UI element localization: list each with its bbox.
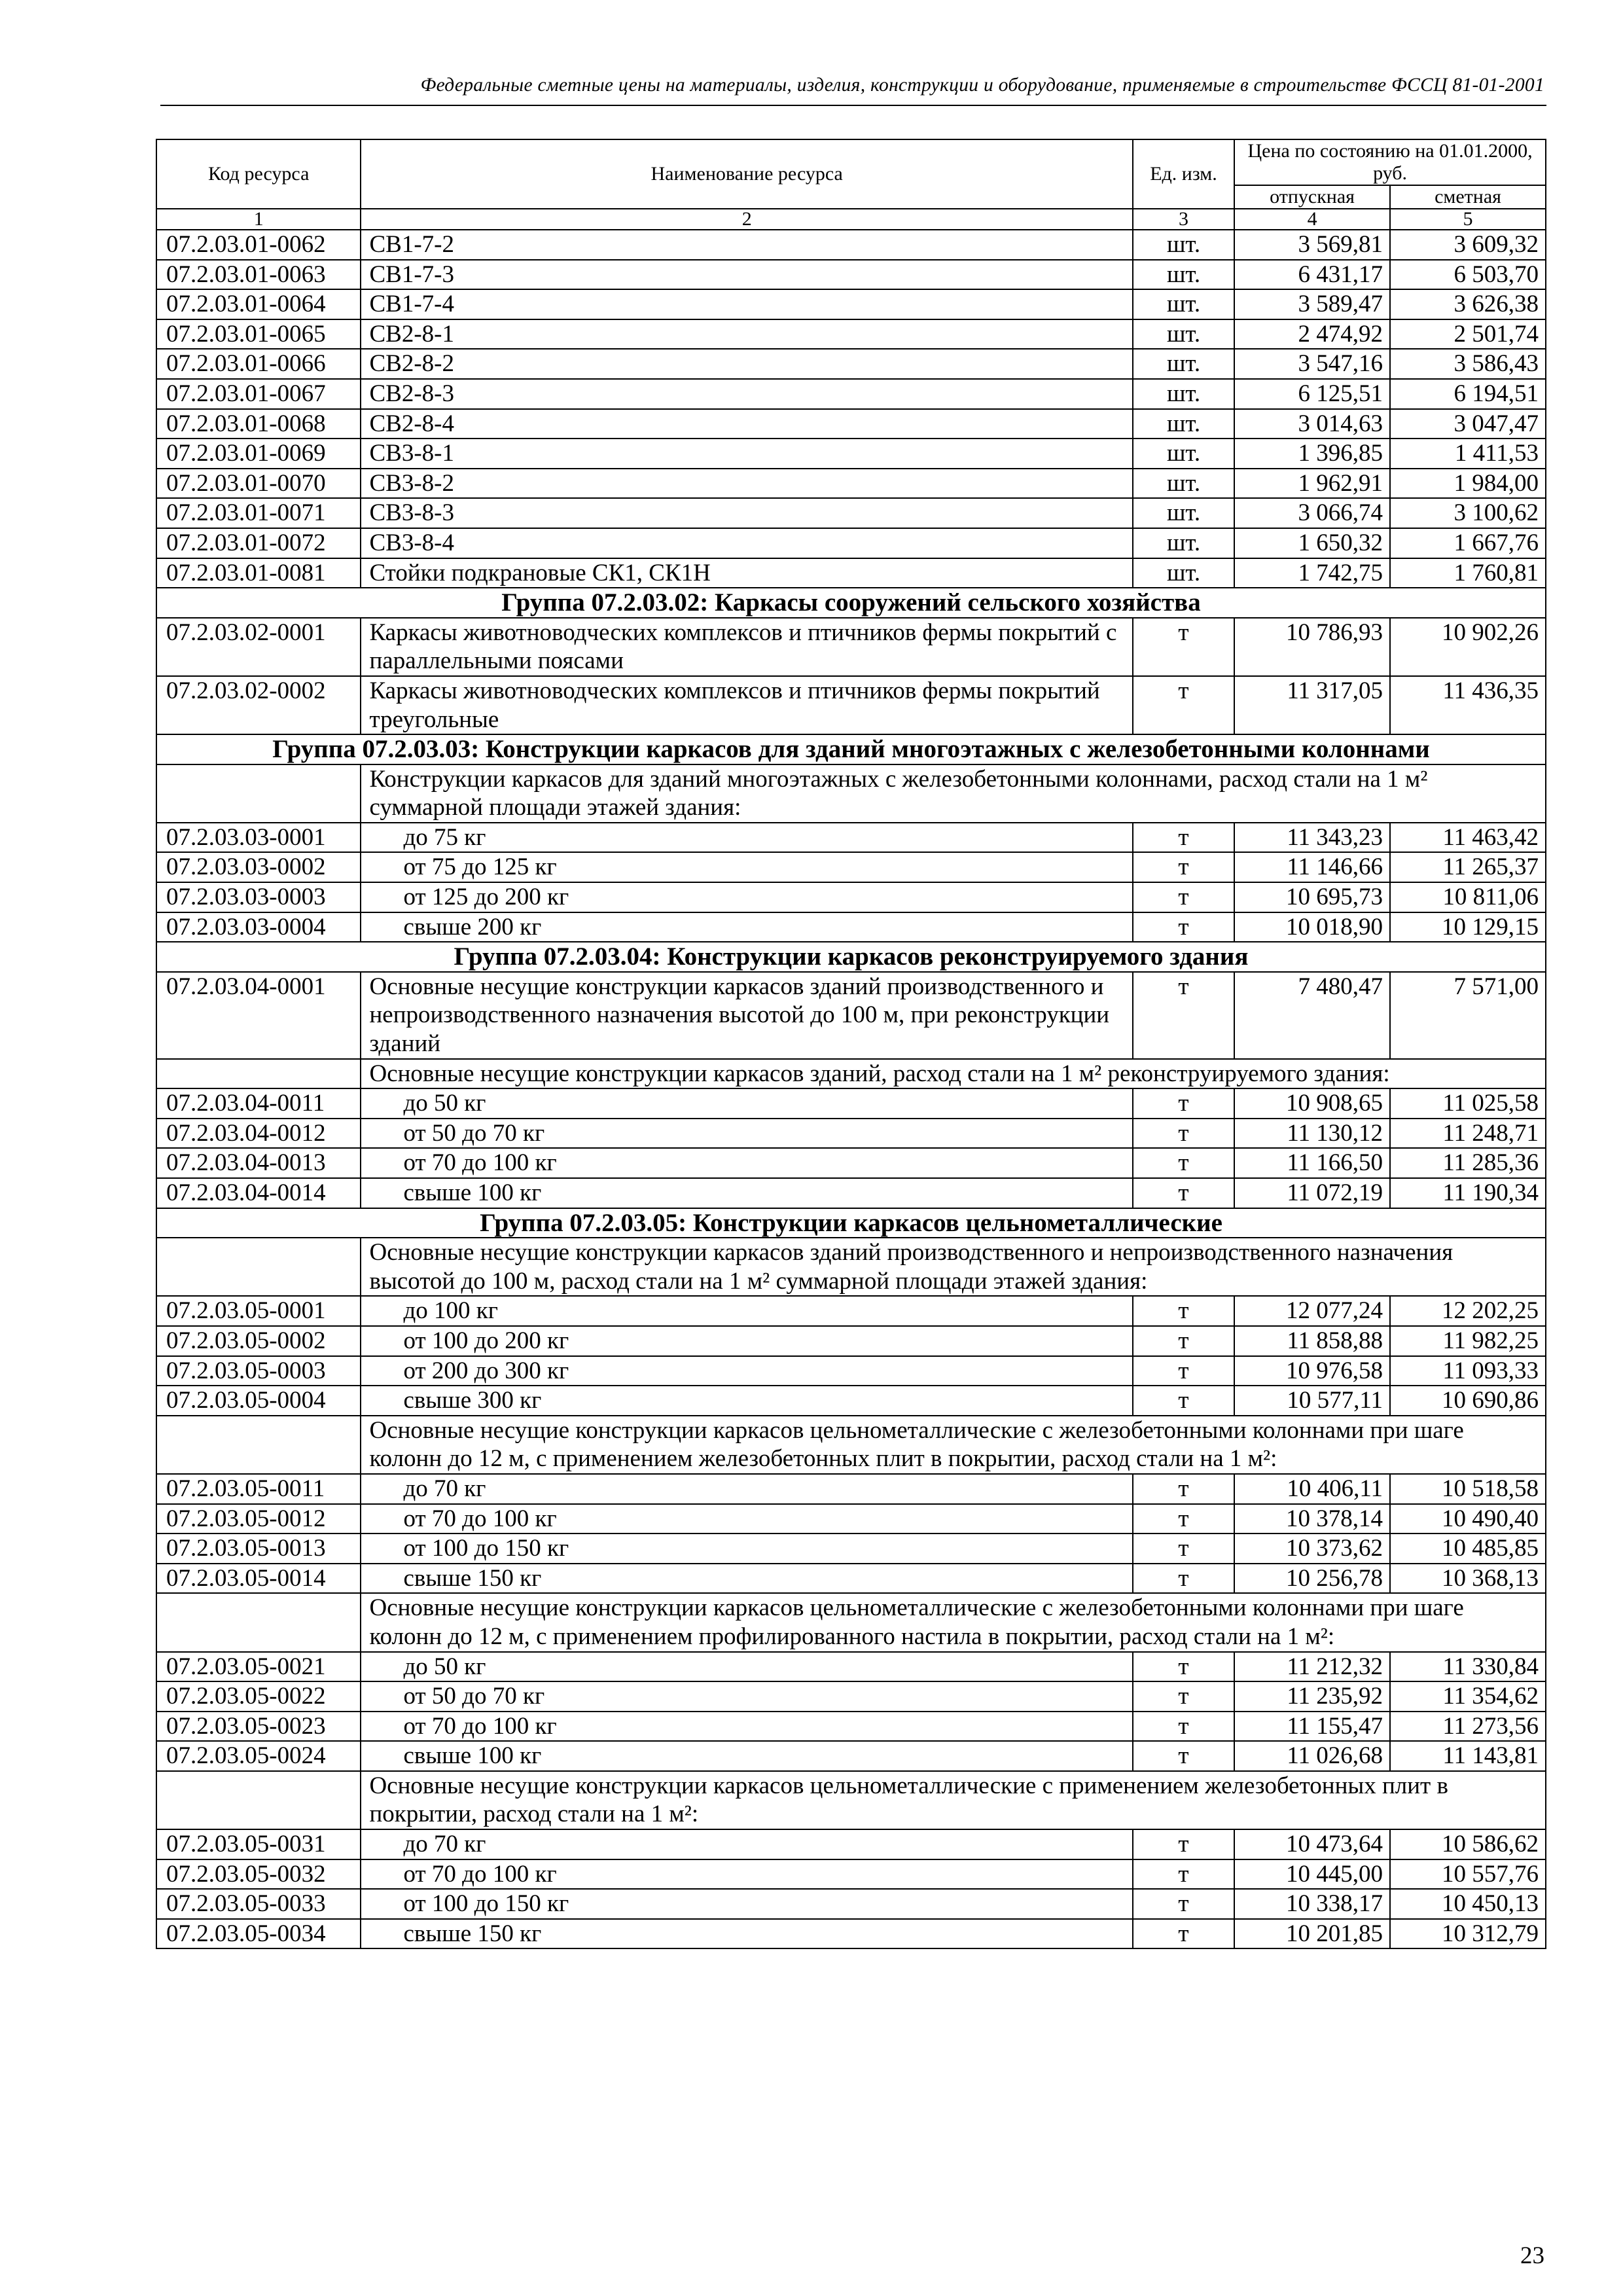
resource-name: Стойки подкрановые СК1, СК1Н	[361, 558, 1132, 588]
resource-name: СВ3-8-2	[361, 469, 1132, 499]
resource-code: 07.2.03.01-0071	[156, 498, 361, 528]
resource-name: от 70 до 100 кг	[361, 1712, 1132, 1742]
unit-of-measure: шт.	[1133, 379, 1234, 409]
resource-name: от 75 до 125 кг	[361, 852, 1132, 882]
table-row	[156, 409, 1546, 439]
table-row	[156, 1741, 1546, 1771]
table-row	[156, 439, 1546, 469]
unit-of-measure: т	[1133, 1088, 1234, 1119]
header-row	[156, 139, 1546, 185]
table-row	[156, 676, 1546, 734]
estimate-price: 3 047,47	[1390, 409, 1546, 439]
group-heading-row	[156, 942, 1546, 972]
release-price: 2 474,92	[1234, 319, 1390, 350]
estimate-price: 10 485,85	[1390, 1534, 1546, 1564]
table-row	[156, 1119, 1546, 1149]
unit-of-measure: т	[1133, 1356, 1234, 1386]
unit-of-measure: т	[1133, 1652, 1234, 1682]
group-heading: Группа 07.2.03.04: Конструкции каркасов реконструируемого здания	[156, 942, 1546, 972]
table-row	[156, 618, 1546, 676]
subsection-note: Основные несущие конструкции каркасов зданий, расход стали на 1 м² реконструируемого здания:	[361, 1059, 1546, 1089]
resource-name: от 50 до 70 кг	[361, 1681, 1132, 1712]
resource-code: 07.2.03.05-0003	[156, 1356, 361, 1386]
release-price: 10 338,17	[1234, 1889, 1390, 1919]
table-row	[156, 972, 1546, 1059]
resource-code: 07.2.03.01-0070	[156, 469, 361, 499]
resource-name: Каркасы животноводческих комплексов и птичников фермы покрытий с параллельными поясами	[361, 618, 1132, 676]
estimate-price: 10 312,79	[1390, 1919, 1546, 1949]
release-price: 10 976,58	[1234, 1356, 1390, 1386]
release-price: 6 125,51	[1234, 379, 1390, 409]
estimate-price: 10 490,40	[1390, 1504, 1546, 1534]
resource-code: 07.2.03.04-0012	[156, 1119, 361, 1149]
col-estimate-header: сметная	[1390, 185, 1546, 209]
release-price: 1 650,32	[1234, 528, 1390, 558]
column-number: 4	[1234, 209, 1390, 230]
empty-code-cell	[156, 1059, 361, 1089]
table-row	[156, 349, 1546, 379]
col-name-header: Наименование ресурса	[361, 139, 1132, 209]
resource-name: СВ3-8-4	[361, 528, 1132, 558]
release-price: 10 908,65	[1234, 1088, 1390, 1119]
unit-of-measure: шт.	[1133, 319, 1234, 350]
running-header: Федеральные сметные цены на материалы, изделия, конструкции и оборудование, применяемые в строительстве ФССЦ 81-01-2001	[420, 75, 1544, 96]
estimate-price: 6 503,70	[1390, 260, 1546, 290]
table-row	[156, 469, 1546, 499]
estimate-price: 1 760,81	[1390, 558, 1546, 588]
table-row	[156, 1712, 1546, 1742]
resource-name: СВ3-8-1	[361, 439, 1132, 469]
resource-code: 07.2.03.01-0064	[156, 289, 361, 319]
table-row	[156, 1859, 1546, 1890]
resource-code: 07.2.03.05-0011	[156, 1474, 361, 1504]
table-row	[156, 528, 1546, 558]
subsection-note: Конструкции каркасов для зданий многоэтажных с железобетонными колоннами, расход стали на 1 м² суммарной площади этажей здания:	[361, 764, 1546, 823]
resource-code: 07.2.03.05-0014	[156, 1564, 361, 1594]
table-row	[156, 289, 1546, 319]
unit-of-measure: т	[1133, 1296, 1234, 1326]
resource-code: 07.2.03.01-0069	[156, 439, 361, 469]
resource-code: 07.2.03.05-0024	[156, 1741, 361, 1771]
release-price: 10 445,00	[1234, 1859, 1390, 1890]
table-row	[156, 1088, 1546, 1119]
release-price: 11 026,68	[1234, 1741, 1390, 1771]
column-number: 5	[1390, 209, 1546, 230]
release-price: 11 166,50	[1234, 1148, 1390, 1178]
resource-code: 07.2.03.01-0062	[156, 230, 361, 260]
unit-of-measure: шт.	[1133, 409, 1234, 439]
estimate-price: 10 450,13	[1390, 1889, 1546, 1919]
resource-name: СВ2-8-1	[361, 319, 1132, 350]
subsection-note: Основные несущие конструкции каркасов цельнометаллические с железобетонными колоннами при шаге колонн до 12 м, с применением профилированного настила в покрытии, расход стали на 1 м²:	[361, 1593, 1546, 1651]
release-price: 11 235,92	[1234, 1681, 1390, 1712]
table-row	[156, 558, 1546, 588]
release-price: 11 072,19	[1234, 1178, 1390, 1208]
estimate-price: 11 273,56	[1390, 1712, 1546, 1742]
release-price: 10 378,14	[1234, 1504, 1390, 1534]
resource-code: 07.2.03.01-0068	[156, 409, 361, 439]
header-rule	[160, 105, 1546, 106]
unit-of-measure: т	[1133, 1386, 1234, 1416]
resource-code: 07.2.03.01-0063	[156, 260, 361, 290]
unit-of-measure: шт.	[1133, 469, 1234, 499]
estimate-price: 11 143,81	[1390, 1741, 1546, 1771]
col-unit-header: Ед. изм.	[1133, 139, 1234, 209]
release-price: 1 396,85	[1234, 439, 1390, 469]
unit-of-measure: т	[1133, 1534, 1234, 1564]
resource-name: Каркасы животноводческих комплексов и птичников фермы покрытий треугольные	[361, 676, 1132, 734]
resource-code: 07.2.03.05-0013	[156, 1534, 361, 1564]
release-price: 11 317,05	[1234, 676, 1390, 734]
subsection-note: Основные несущие конструкции каркасов цельнометаллические с железобетонными колоннами при шаге колонн до 12 м, с применением железобетонных плит в покрытии, расход стали на 1 м²:	[361, 1416, 1546, 1474]
resource-name: до 70 кг	[361, 1474, 1132, 1504]
resource-code: 07.2.03.03-0003	[156, 882, 361, 912]
release-price: 10 201,85	[1234, 1919, 1390, 1949]
release-price: 11 212,32	[1234, 1652, 1390, 1682]
estimate-price: 11 330,84	[1390, 1652, 1546, 1682]
table-row	[156, 912, 1546, 942]
unit-of-measure: т	[1133, 972, 1234, 1059]
release-price: 11 155,47	[1234, 1712, 1390, 1742]
resource-code: 07.2.03.03-0001	[156, 823, 361, 853]
estimate-price: 3 609,32	[1390, 230, 1546, 260]
estimate-price: 6 194,51	[1390, 379, 1546, 409]
estimate-price: 10 811,06	[1390, 882, 1546, 912]
resource-name: от 100 до 150 кг	[361, 1889, 1132, 1919]
resource-code: 07.2.03.05-0032	[156, 1859, 361, 1890]
page-number: 23	[1520, 2242, 1544, 2269]
estimate-price: 11 093,33	[1390, 1356, 1546, 1386]
group-heading: Группа 07.2.03.05: Конструкции каркасов цельнометаллические	[156, 1208, 1546, 1238]
subsection-note: Основные несущие конструкции каркасов зданий производственного и непроизводственного назначения высотой до 100 м, расход стали на 1 м² суммарной площади этажей здания:	[361, 1238, 1546, 1296]
unit-of-measure: т	[1133, 1712, 1234, 1742]
table-row	[156, 852, 1546, 882]
col-release-header: отпускная	[1234, 185, 1390, 209]
resource-code: 07.2.03.03-0004	[156, 912, 361, 942]
unit-of-measure: шт.	[1133, 498, 1234, 528]
unit-of-measure: шт.	[1133, 230, 1234, 260]
resource-name: свыше 100 кг	[361, 1741, 1132, 1771]
empty-code-cell	[156, 764, 361, 823]
estimate-price: 11 025,58	[1390, 1088, 1546, 1119]
unit-of-measure: т	[1133, 676, 1234, 734]
resource-name: СВ1-7-3	[361, 260, 1132, 290]
resource-name: от 200 до 300 кг	[361, 1356, 1132, 1386]
table-row	[156, 1919, 1546, 1949]
empty-code-cell	[156, 1238, 361, 1296]
release-price: 1 742,75	[1234, 558, 1390, 588]
resource-code: 07.2.03.05-0033	[156, 1889, 361, 1919]
table-row	[156, 1386, 1546, 1416]
unit-of-measure: т	[1133, 1474, 1234, 1504]
unit-of-measure: т	[1133, 1148, 1234, 1178]
column-number: 1	[156, 209, 361, 230]
resource-code: 07.2.03.05-0021	[156, 1652, 361, 1682]
unit-of-measure: т	[1133, 1889, 1234, 1919]
resource-code: 07.2.03.04-0013	[156, 1148, 361, 1178]
empty-code-cell	[156, 1593, 361, 1651]
resource-name: свыше 150 кг	[361, 1564, 1132, 1594]
resource-code: 07.2.03.05-0004	[156, 1386, 361, 1416]
resource-code: 07.2.03.01-0081	[156, 558, 361, 588]
release-price: 10 256,78	[1234, 1564, 1390, 1594]
resource-name: от 100 до 200 кг	[361, 1326, 1132, 1356]
release-price: 11 343,23	[1234, 823, 1390, 853]
group-heading: Группа 07.2.03.03: Конструкции каркасов для зданий многоэтажных с железобетонными колоннами	[156, 734, 1546, 764]
resource-name: СВ2-8-4	[361, 409, 1132, 439]
unit-of-measure: т	[1133, 1564, 1234, 1594]
subsection-note-row	[156, 1771, 1546, 1829]
release-price: 10 473,64	[1234, 1829, 1390, 1859]
price-table-body	[156, 139, 1546, 1948]
resource-name: свыше 150 кг	[361, 1919, 1132, 1949]
estimate-price: 10 586,62	[1390, 1829, 1546, 1859]
release-price: 10 577,11	[1234, 1386, 1390, 1416]
unit-of-measure: т	[1133, 1741, 1234, 1771]
table-row	[156, 882, 1546, 912]
release-price: 7 480,47	[1234, 972, 1390, 1059]
resource-code: 07.2.03.04-0014	[156, 1178, 361, 1208]
release-price: 10 786,93	[1234, 618, 1390, 676]
subsection-note: Основные несущие конструкции каркасов цельнометаллические с применением железобетонных плит в покрытии, расход стали на 1 м²:	[361, 1771, 1546, 1829]
resource-code: 07.2.03.03-0002	[156, 852, 361, 882]
unit-of-measure: шт.	[1133, 260, 1234, 290]
table-row	[156, 1829, 1546, 1859]
release-price: 6 431,17	[1234, 260, 1390, 290]
estimate-price: 11 463,42	[1390, 823, 1546, 853]
column-number: 2	[361, 209, 1132, 230]
estimate-price: 10 129,15	[1390, 912, 1546, 942]
resource-name: от 100 до 150 кг	[361, 1534, 1132, 1564]
resource-code: 07.2.03.05-0031	[156, 1829, 361, 1859]
unit-of-measure: т	[1133, 1859, 1234, 1890]
release-price: 10 018,90	[1234, 912, 1390, 942]
subsection-note-row	[156, 764, 1546, 823]
unit-of-measure: шт.	[1133, 439, 1234, 469]
resource-name: СВ1-7-4	[361, 289, 1132, 319]
resource-name: СВ2-8-3	[361, 379, 1132, 409]
release-price: 10 406,11	[1234, 1474, 1390, 1504]
estimate-price: 3 586,43	[1390, 349, 1546, 379]
group-heading: Группа 07.2.03.02: Каркасы сооружений сельского хозяйства	[156, 588, 1546, 618]
table-row	[156, 1889, 1546, 1919]
resource-name: до 50 кг	[361, 1088, 1132, 1119]
group-heading-row	[156, 588, 1546, 618]
resource-name: СВ1-7-2	[361, 230, 1132, 260]
estimate-price: 11 190,34	[1390, 1178, 1546, 1208]
estimate-price: 10 902,26	[1390, 618, 1546, 676]
resource-name: СВ2-8-2	[361, 349, 1132, 379]
resource-name: от 70 до 100 кг	[361, 1859, 1132, 1890]
estimate-price: 11 265,37	[1390, 852, 1546, 882]
resource-code: 07.2.03.01-0067	[156, 379, 361, 409]
estimate-price: 11 285,36	[1390, 1148, 1546, 1178]
resource-code: 07.2.03.02-0002	[156, 676, 361, 734]
release-price: 3 589,47	[1234, 289, 1390, 319]
unit-of-measure: т	[1133, 912, 1234, 942]
release-price: 3 066,74	[1234, 498, 1390, 528]
table-row	[156, 260, 1546, 290]
release-price: 11 858,88	[1234, 1326, 1390, 1356]
resource-name: от 70 до 100 кг	[361, 1504, 1132, 1534]
release-price: 11 146,66	[1234, 852, 1390, 882]
unit-of-measure: т	[1133, 1829, 1234, 1859]
column-number: 3	[1133, 209, 1234, 230]
resource-code: 07.2.03.05-0023	[156, 1712, 361, 1742]
table-row	[156, 1326, 1546, 1356]
unit-of-measure: т	[1133, 1504, 1234, 1534]
resource-code: 07.2.03.04-0001	[156, 972, 361, 1059]
estimate-price: 10 518,58	[1390, 1474, 1546, 1504]
resource-name: от 125 до 200 кг	[361, 882, 1132, 912]
subsection-note-row	[156, 1593, 1546, 1651]
unit-of-measure: т	[1133, 852, 1234, 882]
resource-code: 07.2.03.02-0001	[156, 618, 361, 676]
release-price: 3 547,16	[1234, 349, 1390, 379]
resource-name: от 50 до 70 кг	[361, 1119, 1132, 1149]
resource-code: 07.2.03.05-0012	[156, 1504, 361, 1534]
resource-code: 07.2.03.05-0001	[156, 1296, 361, 1326]
resource-code: 07.2.03.05-0022	[156, 1681, 361, 1712]
table-row	[156, 498, 1546, 528]
estimate-price: 10 690,86	[1390, 1386, 1546, 1416]
resource-code: 07.2.03.01-0065	[156, 319, 361, 350]
estimate-price: 2 501,74	[1390, 319, 1546, 350]
column-number-row	[156, 209, 1546, 230]
unit-of-measure: шт.	[1133, 528, 1234, 558]
unit-of-measure: т	[1133, 882, 1234, 912]
table-row	[156, 1534, 1546, 1564]
resource-name: от 70 до 100 кг	[361, 1148, 1132, 1178]
resource-name: свыше 100 кг	[361, 1178, 1132, 1208]
table-row	[156, 1681, 1546, 1712]
resource-code: 07.2.03.01-0066	[156, 349, 361, 379]
group-heading-row	[156, 1208, 1546, 1238]
resource-name: до 70 кг	[361, 1829, 1132, 1859]
group-heading-row	[156, 734, 1546, 764]
col-code-header: Код ресурса	[156, 139, 361, 209]
resource-name: до 100 кг	[361, 1296, 1132, 1326]
subsection-note-row	[156, 1059, 1546, 1089]
table-row	[156, 1356, 1546, 1386]
unit-of-measure: т	[1133, 1178, 1234, 1208]
estimate-price: 10 557,76	[1390, 1859, 1546, 1890]
release-price: 3 014,63	[1234, 409, 1390, 439]
unit-of-measure: т	[1133, 1681, 1234, 1712]
estimate-price: 11 982,25	[1390, 1326, 1546, 1356]
estimate-price: 10 368,13	[1390, 1564, 1546, 1594]
resource-name: свыше 300 кг	[361, 1386, 1132, 1416]
estimate-price: 1 984,00	[1390, 469, 1546, 499]
estimate-price: 1 667,76	[1390, 528, 1546, 558]
resource-name: СВ3-8-3	[361, 498, 1132, 528]
release-price: 1 962,91	[1234, 469, 1390, 499]
release-price: 3 569,81	[1234, 230, 1390, 260]
empty-code-cell	[156, 1771, 361, 1829]
resource-code: 07.2.03.05-0002	[156, 1326, 361, 1356]
estimate-price: 11 248,71	[1390, 1119, 1546, 1149]
release-price: 10 695,73	[1234, 882, 1390, 912]
table-row	[156, 823, 1546, 853]
unit-of-measure: шт.	[1133, 289, 1234, 319]
estimate-price: 3 100,62	[1390, 498, 1546, 528]
resource-name: свыше 200 кг	[361, 912, 1132, 942]
estimate-price: 7 571,00	[1390, 972, 1546, 1059]
estimate-price: 1 411,53	[1390, 439, 1546, 469]
price-table	[156, 139, 1546, 1949]
table-row	[156, 1564, 1546, 1594]
table-row	[156, 1652, 1546, 1682]
table-row	[156, 1178, 1546, 1208]
table-row	[156, 1504, 1546, 1534]
release-price: 10 373,62	[1234, 1534, 1390, 1564]
resource-code: 07.2.03.04-0011	[156, 1088, 361, 1119]
resource-name: Основные несущие конструкции каркасов зданий производственного и непроизводственного назначения высотой до 100 м, при реконструкции зданий	[361, 972, 1132, 1059]
table-row	[156, 1474, 1546, 1504]
unit-of-measure: т	[1133, 823, 1234, 853]
table-row	[156, 379, 1546, 409]
unit-of-measure: т	[1133, 1326, 1234, 1356]
resource-name: до 50 кг	[361, 1652, 1132, 1682]
subsection-note-row	[156, 1416, 1546, 1474]
table-row	[156, 1296, 1546, 1326]
estimate-price: 11 436,35	[1390, 676, 1546, 734]
empty-code-cell	[156, 1416, 361, 1474]
unit-of-measure: т	[1133, 1919, 1234, 1949]
col-price-header: Цена по состоянию на 01.01.2000, руб.	[1234, 139, 1546, 185]
unit-of-measure: шт.	[1133, 558, 1234, 588]
estimate-price: 3 626,38	[1390, 289, 1546, 319]
table-row	[156, 230, 1546, 260]
unit-of-measure: т	[1133, 618, 1234, 676]
release-price: 12 077,24	[1234, 1296, 1390, 1326]
unit-of-measure: т	[1133, 1119, 1234, 1149]
release-price: 11 130,12	[1234, 1119, 1390, 1149]
resource-name: до 75 кг	[361, 823, 1132, 853]
estimate-price: 12 202,25	[1390, 1296, 1546, 1326]
estimate-price: 11 354,62	[1390, 1681, 1546, 1712]
table-row	[156, 1148, 1546, 1178]
table-row	[156, 319, 1546, 350]
subsection-note-row	[156, 1238, 1546, 1296]
resource-code: 07.2.03.01-0072	[156, 528, 361, 558]
unit-of-measure: шт.	[1133, 349, 1234, 379]
resource-code: 07.2.03.05-0034	[156, 1919, 361, 1949]
